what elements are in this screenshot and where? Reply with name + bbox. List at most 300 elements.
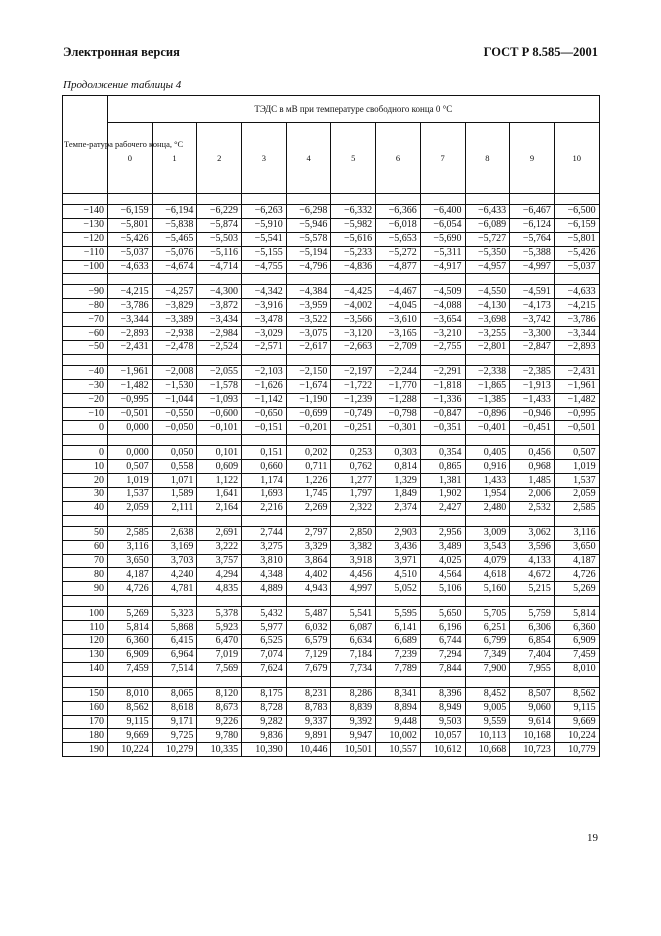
table-row <box>63 582 600 596</box>
emf-value-cell: −3,566 <box>331 313 376 327</box>
temperature-cell: 0 <box>63 421 108 435</box>
table-row <box>63 421 600 435</box>
emf-value-cell: −4,877 <box>376 260 421 274</box>
group-separator-row <box>63 435 600 446</box>
emf-value-cell: 7,294 <box>420 648 465 662</box>
emf-value-cell: 9,115 <box>108 715 153 729</box>
table-row <box>63 460 600 474</box>
emf-value-cell: −5,616 <box>331 232 376 246</box>
table-row <box>63 488 600 502</box>
emf-value-cell: −2,524 <box>197 341 242 355</box>
emf-value-cell: −0,550 <box>152 407 197 421</box>
emf-value-cell: 6,141 <box>376 621 421 635</box>
column-header: 0 <box>108 123 153 194</box>
emf-value-cell: −0,251 <box>331 421 376 435</box>
temperature-cell: −80 <box>63 299 108 313</box>
emf-value-cell: 8,175 <box>242 687 287 701</box>
temperature-cell: −40 <box>63 365 108 379</box>
emf-value-cell: 2,585 <box>108 526 153 540</box>
emf-value-cell: −1,044 <box>152 393 197 407</box>
emf-value-cell: −6,159 <box>554 218 599 232</box>
emf-value-cell: 4,618 <box>465 568 510 582</box>
emf-value-cell: 10,446 <box>286 743 331 757</box>
temperature-cell: 140 <box>63 662 108 676</box>
emf-value-cell: −5,350 <box>465 246 510 260</box>
emf-value-cell: 4,240 <box>152 568 197 582</box>
emf-value-cell: 9,669 <box>108 729 153 743</box>
emf-value-cell: 2,059 <box>554 488 599 502</box>
emf-value-cell: 4,835 <box>197 582 242 596</box>
empty-cell <box>286 515 331 526</box>
emf-value-cell: −4,674 <box>152 260 197 274</box>
emf-value-cell: −2,385 <box>510 365 555 379</box>
emf-value-cell: 9,559 <box>465 715 510 729</box>
table-continuation-title: Продолжение таблицы 4 <box>63 79 182 91</box>
emf-value-cell: 6,360 <box>108 635 153 649</box>
table-row <box>63 407 600 421</box>
emf-value-cell: −5,426 <box>108 232 153 246</box>
emf-value-cell: −4,957 <box>465 260 510 274</box>
emf-value-cell: −1,865 <box>465 379 510 393</box>
emf-value-cell: −6,089 <box>465 218 510 232</box>
emf-value-cell: −6,467 <box>510 205 555 219</box>
emf-value-cell: 4,348 <box>242 568 287 582</box>
group-separator-row <box>63 596 600 607</box>
empty-cell <box>197 435 242 446</box>
emf-value-cell: 2,111 <box>152 501 197 515</box>
emf-value-cell: −6,400 <box>420 205 465 219</box>
emf-value-cell: 9,115 <box>554 701 599 715</box>
emf-value-cell: 1,745 <box>286 488 331 502</box>
emf-value-cell: −5,541 <box>242 232 287 246</box>
emf-value-cell: −0,946 <box>510 407 555 421</box>
group-separator-row <box>63 274 600 285</box>
emf-value-cell: −3,698 <box>465 313 510 327</box>
emf-value-cell: 1,019 <box>554 460 599 474</box>
emf-value-cell: −3,344 <box>108 313 153 327</box>
emf-value-cell: 8,010 <box>108 687 153 701</box>
emf-value-cell: 4,672 <box>510 568 555 582</box>
table-row <box>63 662 600 676</box>
standard-number: ГОСТ Р 8.585—2001 <box>483 45 598 59</box>
empty-cell <box>510 596 555 607</box>
emf-value-cell: −1,239 <box>331 393 376 407</box>
emf-value-cell: −0,995 <box>108 393 153 407</box>
empty-cell <box>465 676 510 687</box>
emf-value-cell: 6,087 <box>331 621 376 635</box>
empty-cell <box>108 194 153 205</box>
emf-value-cell: 8,673 <box>197 701 242 715</box>
table-row <box>63 232 600 246</box>
emf-value-cell: 2,850 <box>331 526 376 540</box>
empty-cell <box>152 354 197 365</box>
emf-value-cell: 5,487 <box>286 607 331 621</box>
emf-value-cell: −1,433 <box>510 393 555 407</box>
emf-value-cell: 4,781 <box>152 582 197 596</box>
temperature-cell: 130 <box>63 648 108 662</box>
empty-cell <box>420 515 465 526</box>
empty-cell <box>420 435 465 446</box>
table-row <box>63 365 600 379</box>
emf-value-cell: 6,470 <box>197 635 242 649</box>
emf-value-cell: −5,874 <box>197 218 242 232</box>
emf-value-cell: 1,485 <box>510 474 555 488</box>
emf-value-cell: −0,301 <box>376 421 421 435</box>
emf-value-cell: 7,239 <box>376 648 421 662</box>
emf-value-cell: −3,522 <box>286 313 331 327</box>
empty-cell <box>331 676 376 687</box>
emf-value-cell: 5,814 <box>554 607 599 621</box>
emf-value-cell: 6,306 <box>510 621 555 635</box>
emf-value-cell: −2,893 <box>108 327 153 341</box>
emf-value-cell: 3,116 <box>108 540 153 554</box>
table-row <box>63 341 600 355</box>
empty-cell <box>63 194 108 205</box>
temperature-cell: −20 <box>63 393 108 407</box>
emf-value-cell: 4,889 <box>242 582 287 596</box>
emf-value-cell: −3,255 <box>465 327 510 341</box>
emf-value-cell: 1,381 <box>420 474 465 488</box>
empty-cell <box>286 274 331 285</box>
emf-value-cell: 1,433 <box>465 474 510 488</box>
emf-value-cell: 0,101 <box>197 446 242 460</box>
emf-value-cell: −1,530 <box>152 379 197 393</box>
emf-value-cell: 7,074 <box>242 648 287 662</box>
emf-value-cell: −1,142 <box>242 393 287 407</box>
emf-value-cell: 0,050 <box>152 446 197 460</box>
empty-cell <box>63 354 108 365</box>
emf-value-cell: −1,385 <box>465 393 510 407</box>
emf-value-cell: 9,282 <box>242 715 287 729</box>
emf-value-cell: −6,500 <box>554 205 599 219</box>
empty-cell <box>510 194 555 205</box>
emf-value-cell: 7,789 <box>376 662 421 676</box>
emf-value-cell: −0,151 <box>242 421 287 435</box>
emf-value-cell: −4,425 <box>331 285 376 299</box>
emf-value-cell: −4,917 <box>420 260 465 274</box>
emf-value-cell: 6,032 <box>286 621 331 635</box>
emf-value-cell: 2,006 <box>510 488 555 502</box>
table-row <box>63 687 600 701</box>
empty-cell <box>108 274 153 285</box>
emf-value-cell: −2,008 <box>152 365 197 379</box>
empty-cell <box>331 435 376 446</box>
emf-value-cell: 1,277 <box>331 474 376 488</box>
emf-value-cell: −2,984 <box>197 327 242 341</box>
emf-value-cell: −2,478 <box>152 341 197 355</box>
emf-value-cell: −4,342 <box>242 285 287 299</box>
table-row <box>63 701 600 715</box>
emf-value-cell: 2,480 <box>465 501 510 515</box>
emf-value-cell: 5,269 <box>554 582 599 596</box>
emf-value-cell: 3,757 <box>197 554 242 568</box>
temperature-cell: 40 <box>63 501 108 515</box>
emf-value-cell: 3,864 <box>286 554 331 568</box>
empty-cell <box>152 596 197 607</box>
table-row <box>63 621 600 635</box>
emf-value-cell: −3,029 <box>242 327 287 341</box>
emf-value-cell: 9,947 <box>331 729 376 743</box>
emf-value-cell: 7,679 <box>286 662 331 676</box>
emf-value-cell: 2,322 <box>331 501 376 515</box>
emf-value-cell: −3,610 <box>376 313 421 327</box>
emf-value-cell: 9,226 <box>197 715 242 729</box>
emf-value-cell: −2,709 <box>376 341 421 355</box>
empty-cell <box>376 596 421 607</box>
emf-value-cell: −1,482 <box>554 393 599 407</box>
emf-value-cell: −6,263 <box>242 205 287 219</box>
column-header-row <box>63 123 600 194</box>
emf-value-cell: −3,389 <box>152 313 197 327</box>
temperature-cell: 20 <box>63 474 108 488</box>
emf-value-cell: 1,019 <box>108 474 153 488</box>
temperature-cell: −140 <box>63 205 108 219</box>
table-row <box>63 205 600 219</box>
emf-value-cell: −2,893 <box>554 341 599 355</box>
emf-value-cell: 8,286 <box>331 687 376 701</box>
emf-value-cell: −0,501 <box>108 407 153 421</box>
emf-value-cell: 7,514 <box>152 662 197 676</box>
emf-value-cell: −4,300 <box>197 285 242 299</box>
emf-value-cell: −0,351 <box>420 421 465 435</box>
emf-value-cell: −4,633 <box>554 285 599 299</box>
emf-value-cell: 4,510 <box>376 568 421 582</box>
emf-value-cell: 10,168 <box>510 729 555 743</box>
table-row <box>63 729 600 743</box>
emf-value-cell: −0,699 <box>286 407 331 421</box>
emf-value-cell: −3,434 <box>197 313 242 327</box>
emf-value-cell: 2,956 <box>420 526 465 540</box>
emf-value-cell: 10,279 <box>152 743 197 757</box>
temperature-cell: −60 <box>63 327 108 341</box>
column-header: 8 <box>465 123 510 194</box>
emf-value-cell: 7,844 <box>420 662 465 676</box>
emf-value-cell: −2,244 <box>376 365 421 379</box>
emf-value-cell: 10,224 <box>108 743 153 757</box>
emf-value-cell: −1,093 <box>197 393 242 407</box>
emf-value-cell: −0,995 <box>554 407 599 421</box>
empty-cell <box>197 194 242 205</box>
emf-value-cell: 0,814 <box>376 460 421 474</box>
empty-cell <box>63 274 108 285</box>
empty-cell <box>554 515 599 526</box>
emf-value-cell: 6,360 <box>554 621 599 635</box>
emf-value-cell: 2,532 <box>510 501 555 515</box>
emf-value-cell: −5,910 <box>242 218 287 232</box>
emf-value-cell: −2,663 <box>331 341 376 355</box>
emf-value-cell: 4,402 <box>286 568 331 582</box>
empty-cell <box>152 676 197 687</box>
empty-cell <box>152 274 197 285</box>
temperature-cell: 80 <box>63 568 108 582</box>
emf-value-cell: 4,187 <box>554 554 599 568</box>
emf-value-cell: 8,728 <box>242 701 287 715</box>
empty-cell <box>63 676 108 687</box>
empty-cell <box>108 435 153 446</box>
emf-value-cell: 5,269 <box>108 607 153 621</box>
column-header: 5 <box>331 123 376 194</box>
emf-value-cell: 5,215 <box>510 582 555 596</box>
emf-value-cell: −4,130 <box>465 299 510 313</box>
empty-cell <box>554 596 599 607</box>
column-header: 1 <box>152 123 197 194</box>
emf-value-cell: 9,337 <box>286 715 331 729</box>
emf-value-cell: 10,335 <box>197 743 242 757</box>
emf-value-cell: 0,507 <box>554 446 599 460</box>
emf-value-cell: 3,329 <box>286 540 331 554</box>
emf-value-cell: 5,650 <box>420 607 465 621</box>
emf-value-cell: −0,401 <box>465 421 510 435</box>
emf-value-cell: 5,923 <box>197 621 242 635</box>
emf-value-cell: −1,722 <box>331 379 376 393</box>
emf-value-cell: −3,742 <box>510 313 555 327</box>
temperature-cell: −10 <box>63 407 108 421</box>
emf-value-cell: −1,674 <box>286 379 331 393</box>
emf-value-cell: −0,201 <box>286 421 331 435</box>
empty-cell <box>286 194 331 205</box>
column-header: 10 <box>554 123 599 194</box>
emf-value-cell: 5,705 <box>465 607 510 621</box>
empty-cell <box>242 515 287 526</box>
emf-value-cell: −3,654 <box>420 313 465 327</box>
emf-value-cell: 10,612 <box>420 743 465 757</box>
emf-value-cell: 4,726 <box>554 568 599 582</box>
emf-value-cell: 5,378 <box>197 607 242 621</box>
emf-value-cell: 0,405 <box>465 446 510 460</box>
empty-cell <box>465 274 510 285</box>
emf-value-cell: 6,196 <box>420 621 465 635</box>
empty-cell <box>331 515 376 526</box>
emf-value-cell: 9,448 <box>376 715 421 729</box>
empty-cell <box>331 596 376 607</box>
emf-value-cell: −1,626 <box>242 379 287 393</box>
emf-value-cell: 8,949 <box>420 701 465 715</box>
emf-value-cell: −3,075 <box>286 327 331 341</box>
emf-value-cell: −1,336 <box>420 393 465 407</box>
emf-value-cell: 1,849 <box>376 488 421 502</box>
emf-value-cell: 2,164 <box>197 501 242 515</box>
emf-value-cell: 10,390 <box>242 743 287 757</box>
empty-cell <box>331 194 376 205</box>
emf-value-cell: 4,133 <box>510 554 555 568</box>
emf-value-cell: 0,660 <box>242 460 287 474</box>
emf-value-cell: 6,634 <box>331 635 376 649</box>
emf-value-cell: 8,065 <box>152 687 197 701</box>
emf-value-cell: 2,269 <box>286 501 331 515</box>
emf-value-cell: −5,272 <box>376 246 421 260</box>
emf-value-cell: 9,725 <box>152 729 197 743</box>
empty-cell <box>108 596 153 607</box>
emf-value-cell: 5,814 <box>108 621 153 635</box>
emf-value-cell: 8,010 <box>554 662 599 676</box>
empty-cell <box>510 435 555 446</box>
emf-value-cell: 7,459 <box>108 662 153 676</box>
emf-value-cell: −1,961 <box>554 379 599 393</box>
emf-value-cell: −5,946 <box>286 218 331 232</box>
emf-value-cell: −5,388 <box>510 246 555 260</box>
empty-cell <box>108 515 153 526</box>
emf-value-cell: 9,060 <box>510 701 555 715</box>
empty-cell <box>554 194 599 205</box>
empty-cell <box>197 596 242 607</box>
emf-value-cell: 8,839 <box>331 701 376 715</box>
empty-cell <box>286 435 331 446</box>
emf-value-cell: 5,759 <box>510 607 555 621</box>
emf-value-cell: 9,669 <box>554 715 599 729</box>
emf-value-cell: −4,836 <box>331 260 376 274</box>
emf-value-cell: 3,543 <box>465 540 510 554</box>
emf-value-cell: 10,723 <box>510 743 555 757</box>
temperature-cell: 60 <box>63 540 108 554</box>
emf-value-cell: 1,226 <box>286 474 331 488</box>
empty-cell <box>242 274 287 285</box>
emf-value-cell: 1,954 <box>465 488 510 502</box>
emf-value-cell: 0,865 <box>420 460 465 474</box>
emf-value-cell: 3,169 <box>152 540 197 554</box>
table-row <box>63 379 600 393</box>
emf-value-cell: −1,288 <box>376 393 421 407</box>
emf-value-cell: 3,062 <box>510 526 555 540</box>
emf-value-cell: −2,291 <box>420 365 465 379</box>
column-header: 6 <box>376 123 421 194</box>
emf-value-cell: 10,557 <box>376 743 421 757</box>
empty-cell <box>331 274 376 285</box>
emf-value-cell: −0,650 <box>242 407 287 421</box>
emf-value-cell: −5,503 <box>197 232 242 246</box>
temperature-column-header: Темпе-ратура рабочего конца, °С <box>63 96 108 194</box>
table-row <box>63 327 600 341</box>
emf-value-cell: 0,253 <box>331 446 376 460</box>
emf-value-cell: −2,755 <box>420 341 465 355</box>
temperature-cell: 160 <box>63 701 108 715</box>
emf-value-cell: 2,585 <box>554 501 599 515</box>
emf-value-cell: 5,541 <box>331 607 376 621</box>
emf-value-cell: −3,872 <box>197 299 242 313</box>
empty-cell <box>510 515 555 526</box>
emf-value-cell: −6,332 <box>331 205 376 219</box>
empty-cell <box>554 354 599 365</box>
emf-value-cell: −2,847 <box>510 341 555 355</box>
emf-value-cell: −6,054 <box>420 218 465 232</box>
emf-value-cell: 1,641 <box>197 488 242 502</box>
emf-value-cell: 9,836 <box>242 729 287 743</box>
empty-cell <box>465 596 510 607</box>
emf-value-cell: 4,997 <box>331 582 376 596</box>
table-row <box>63 285 600 299</box>
emf-value-cell: 9,891 <box>286 729 331 743</box>
emf-value-cell: −0,600 <box>197 407 242 421</box>
table-row <box>63 568 600 582</box>
emf-value-cell: −3,210 <box>420 327 465 341</box>
table-row <box>63 260 600 274</box>
empty-cell <box>420 596 465 607</box>
emf-value-cell: 4,564 <box>420 568 465 582</box>
emf-value-cell: −5,838 <box>152 218 197 232</box>
emf-value-cell: 0,609 <box>197 460 242 474</box>
emf-value-cell: 2,427 <box>420 501 465 515</box>
emf-value-cell: 6,251 <box>465 621 510 635</box>
emf-value-cell: 2,691 <box>197 526 242 540</box>
empty-cell <box>376 354 421 365</box>
emf-value-cell: −6,366 <box>376 205 421 219</box>
emf-value-cell: 3,275 <box>242 540 287 554</box>
emf-value-cell: 0,558 <box>152 460 197 474</box>
temperature-cell: −90 <box>63 285 108 299</box>
emf-value-cell: 0,711 <box>286 460 331 474</box>
emf-value-cell: −0,050 <box>152 421 197 435</box>
temperature-cell: −110 <box>63 246 108 260</box>
emf-value-cell: 1,122 <box>197 474 242 488</box>
